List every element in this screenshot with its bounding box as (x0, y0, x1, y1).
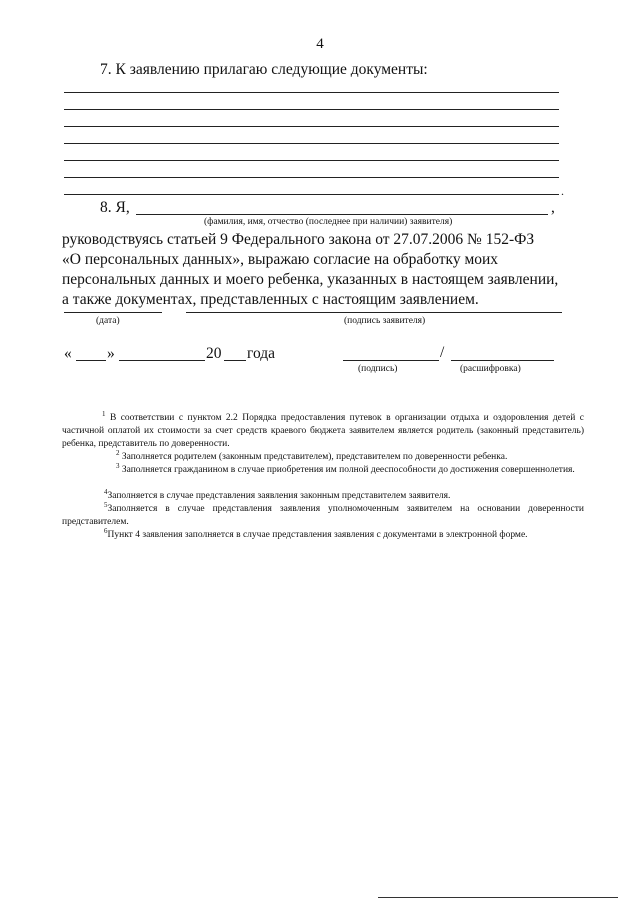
footnote-3 (62, 460, 584, 477)
item8-prefix: 8. Я, (100, 199, 130, 216)
document-blank-line (64, 92, 559, 93)
decoding-line (451, 360, 554, 361)
year-line (224, 360, 246, 361)
footnote-1 (62, 408, 584, 451)
fio-caption: (фамилия, имя, отчество (последнее при наличии) заявителя) (204, 217, 453, 227)
date-close-quote: » (107, 345, 115, 362)
consent-text (62, 230, 582, 310)
item8-comma: , (551, 199, 555, 216)
footnote-mark: 2 (116, 449, 120, 457)
date-line (64, 312, 162, 313)
footnote-mark: 4 (104, 488, 108, 496)
item7-heading: 7. К заявлению прилагаю следующие документы: (100, 61, 428, 78)
applicant-signature-caption: (подпись заявителя) (344, 316, 426, 326)
month-line (119, 360, 205, 361)
document-blank-line (64, 143, 559, 144)
consent-line: руководствуясь статьей 9 Федерального закона от 27.07.2006 № 152-ФЗ (62, 231, 535, 248)
decoding-caption: (расшифровка) (460, 364, 521, 374)
footnote-text: Заполняется гражданином в случае приобретения им полной дееспособности до достижения совершеннолетия. (119, 465, 575, 476)
document-blank-line (64, 177, 559, 178)
applicant-signature-line (186, 312, 562, 313)
page-number: 4 (316, 36, 324, 52)
footnote-text: Пункт 4 заявления заполняется в случае представления заявления с документами в электронной форме. (107, 530, 528, 541)
date-open-quote: « (64, 345, 72, 362)
day-line (76, 360, 106, 361)
period-mark: . (561, 184, 564, 198)
footnote-text: Заполняется в случае представления заявления уполномоченным заявителем на основании доверенности представителем. (62, 504, 584, 528)
footnote-text: В соответствии с пунктом 2.2 Порядка предоставления путевок в организации отдыха и оздоровления детей с частичной оплатой их стоимости за счет средств краевого бюджета заявителем является родитель (законный представитель) ребенка, представитель по доверенности. (62, 413, 584, 450)
footnote-text: Заполняется родителем (законным представителем), представителем по доверенности ребенка. (119, 452, 508, 463)
consent-line: «О персональных данных», выражаю согласие на обработку моих (62, 251, 499, 268)
consent-line: а также документах, представленных с настоящим заявлением. (62, 291, 479, 308)
footnote-6 (62, 525, 584, 542)
footnote-mark: 3 (116, 462, 120, 470)
signature-caption: (подпись) (358, 364, 398, 374)
date-caption: (дата) (96, 316, 120, 326)
signature-line (343, 360, 439, 361)
bottom-edge-line (378, 897, 618, 898)
document-blank-line (64, 194, 559, 195)
slash: / (440, 344, 445, 361)
document-blank-line (64, 126, 559, 127)
year-suffix: года (247, 345, 276, 362)
year-prefix: 20 (206, 345, 222, 362)
fio-line (136, 214, 548, 215)
document-blank-line (64, 160, 559, 161)
footnote-text: Заполняется в случае представления заявления законным представителем заявителя. (107, 491, 451, 502)
footnote-mark: 5 (104, 501, 108, 509)
footnote-mark: 1 (102, 410, 106, 418)
document-blank-line (64, 109, 559, 110)
consent-line: персональных данных и моего ребенка, указанных в настоящем заявлении, (62, 271, 559, 288)
footnote-mark: 6 (104, 527, 108, 535)
